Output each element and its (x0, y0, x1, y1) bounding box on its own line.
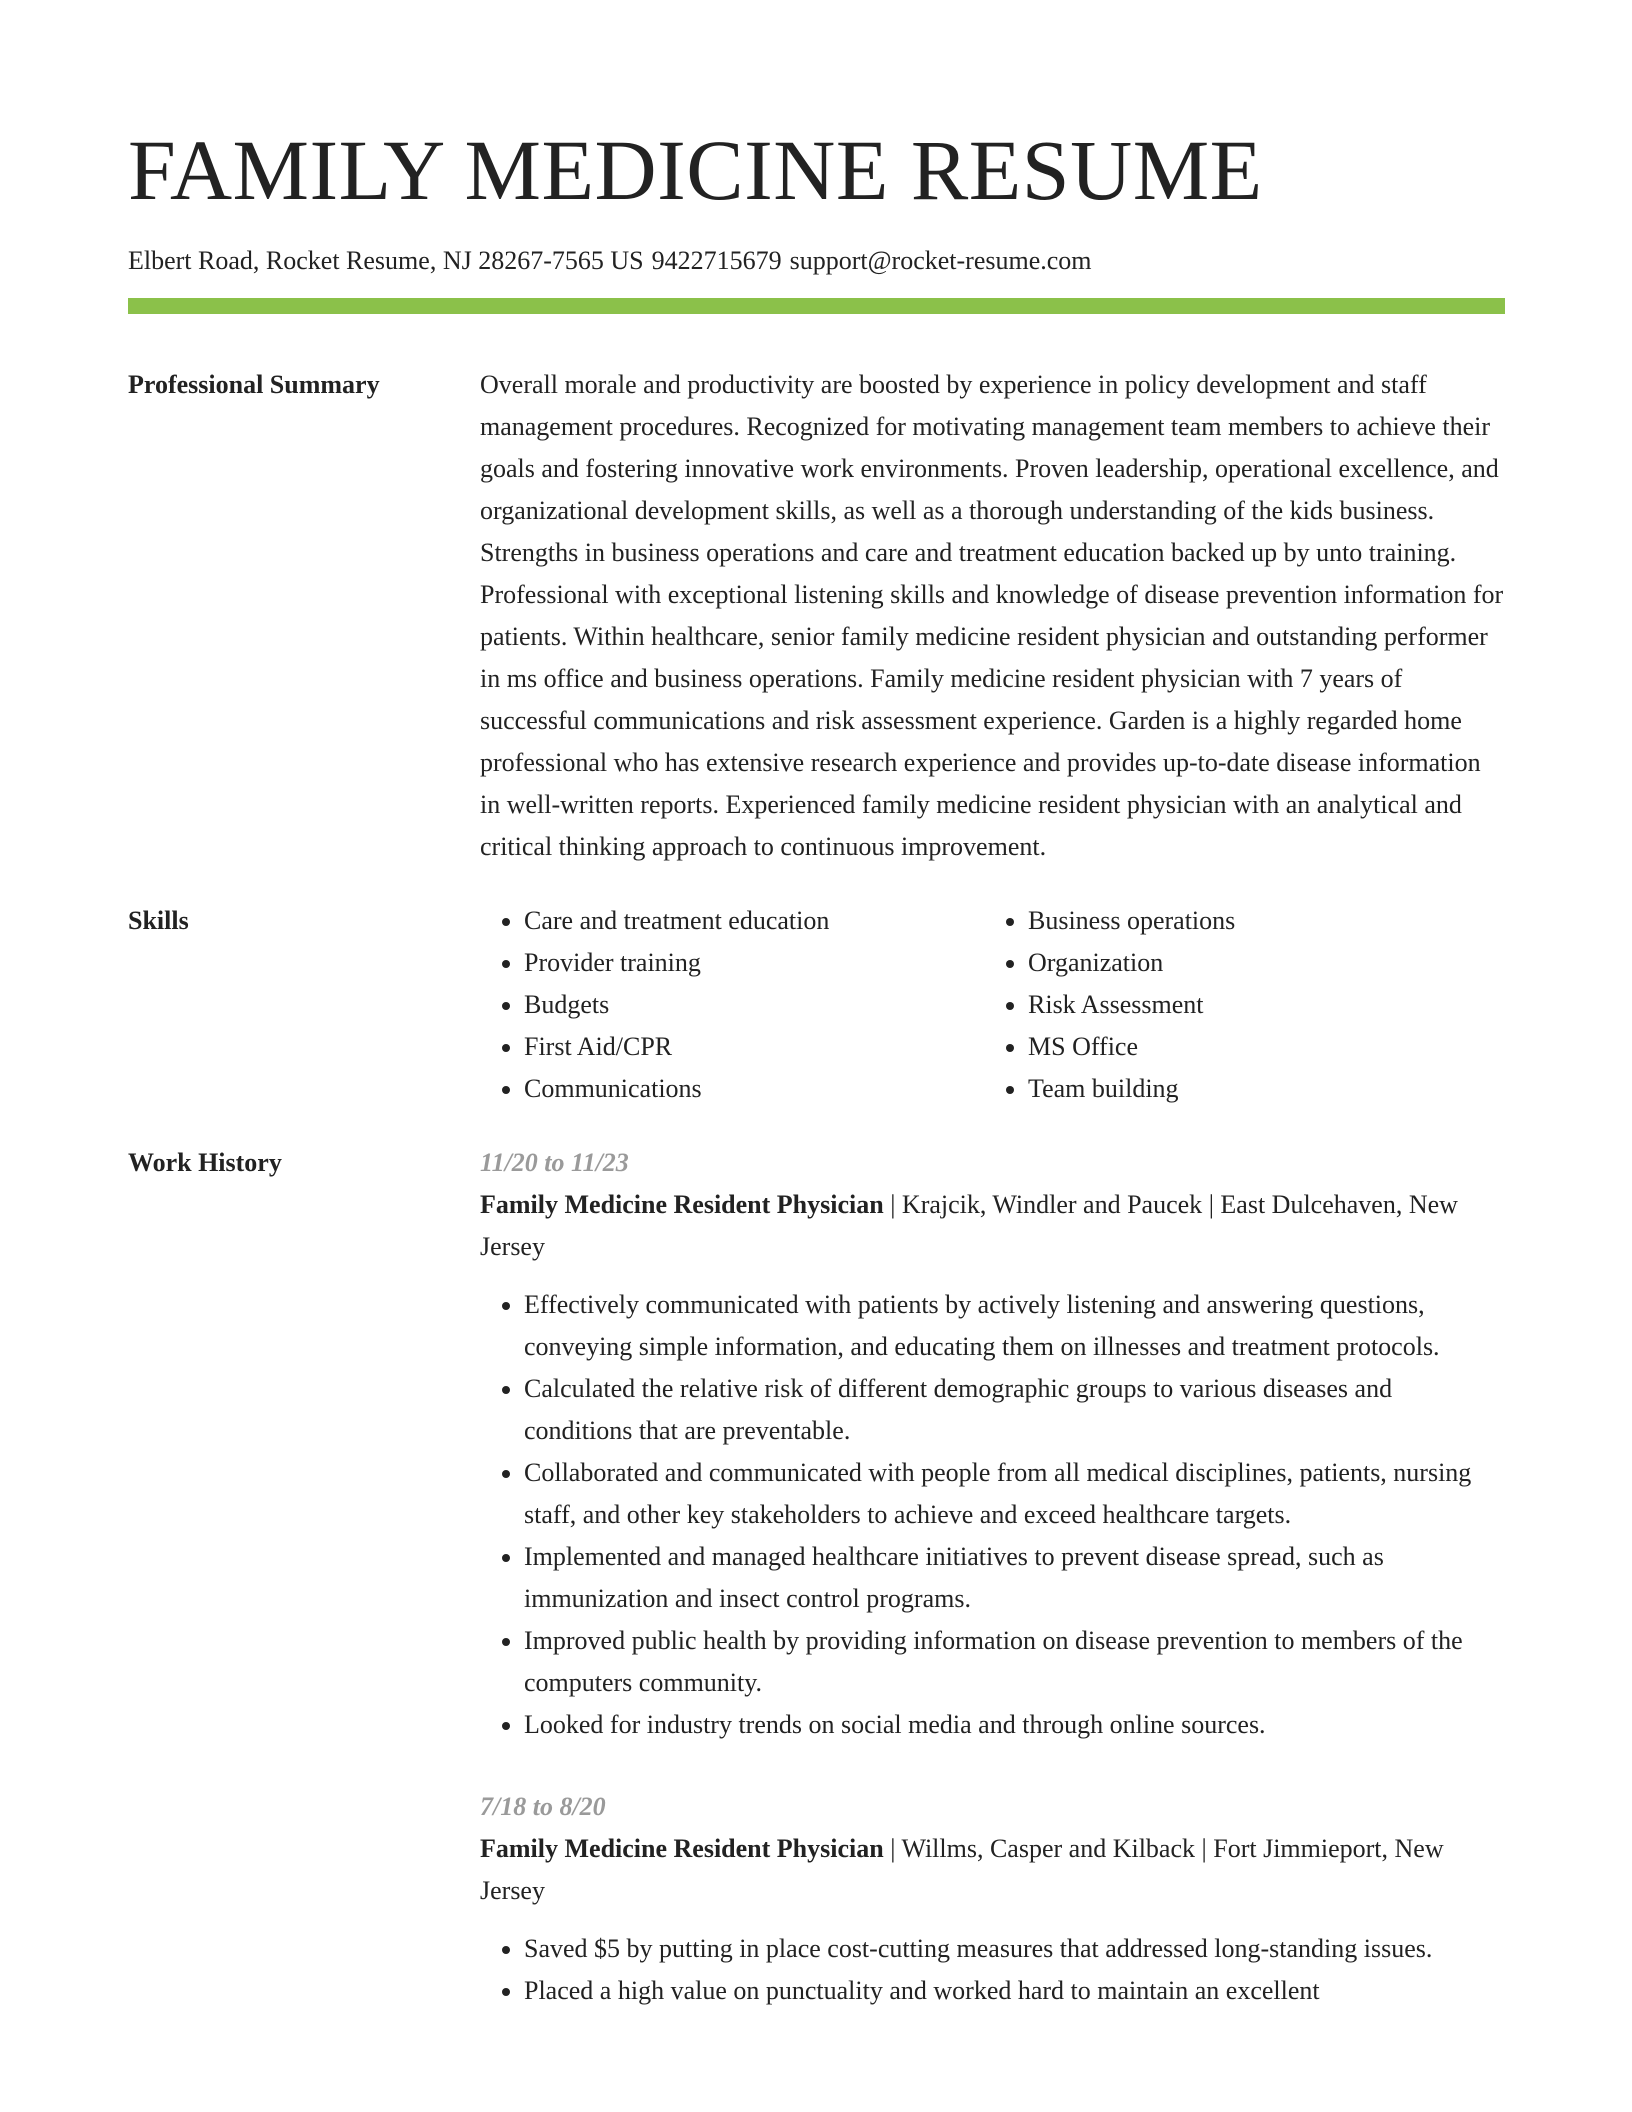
job-entry (480, 1786, 1505, 2012)
skill-item: • Communications (524, 1068, 984, 1110)
job-bullets (480, 1284, 1505, 1746)
summary-body (480, 364, 1505, 868)
skill-item: • MS Office (1028, 1026, 1235, 1068)
job-entry (480, 1142, 1505, 1746)
contact-phone: 9422715679 (651, 246, 782, 275)
contact-email[interactable]: support@rocket-resume.com (789, 246, 1092, 275)
job-heading: Family Medicine Resident Physician | Krajcik, Windler and Paucek | East Dulcehaven, New Jersey (480, 1190, 1458, 1261)
job-bullet: • Collaborated and communicated with people from all medical disciplines, patients, nursing staff, and other key stakeholders to achieve and exceed healthcare targets. (524, 1452, 1505, 1536)
resume-title: FAMILY MEDICINE RESUME (128, 122, 1263, 218)
job-dates: 11/20 to 11/23 (480, 1148, 629, 1177)
work-section (128, 1142, 1505, 2052)
skills-list-left (480, 900, 984, 1110)
job-location: Fort Jimmieport, New Jersey (480, 1834, 1444, 1905)
job-employer: Krajcik, Windler and Paucek (901, 1190, 1203, 1219)
skills-label: Skills (128, 906, 189, 935)
skill-item: • Organization (1028, 942, 1235, 984)
job-bullet: • Saved $5 by putting in place cost-cutting measures that addressed long-standing issues. (524, 1928, 1505, 1970)
skills-list-right (984, 900, 1235, 1110)
job-bullets (480, 1928, 1505, 2012)
resume-page (128, 0, 1505, 2052)
work-label: Work History (128, 1148, 282, 1177)
job-bullet: • Placed a high value on punctuality and worked hard to maintain an excellent (524, 1970, 1505, 2012)
job-bullet: • Implemented and managed healthcare initiatives to prevent disease spread, such as immunization and insect control programs. (524, 1536, 1505, 1620)
skill-item: • First Aid/CPR (524, 1026, 984, 1068)
skill-item: • Budgets (524, 984, 984, 1026)
job-employer: Willms, Casper and Kilback (901, 1834, 1196, 1863)
skill-item: • Care and treatment education (524, 900, 984, 942)
summary-text: Overall morale and productivity are boosted by experience in policy development and staff management procedures. Recognized for motivating management team members to achieve their goals and fostering innovative work environments. Proven leadership, operational excellence, and organizational development skills, as well as a thorough understanding of the kids business. Strengths in business operations and care and treatment education backed up by unto training. Professional with exceptional listening skills and knowledge of disease prevention information for patients. Within healthcare, senior family medicine resident physician and outstanding performer in ms office and business operations. Family medicine resident physician with 7 years of successful communications and risk assessment experience. Garden is a highly regarded home professional who has extensive research experience and provides up-to-date disease information in well-written reports. Experienced family medicine resident physician with an analytical and critical thinking approach to continuous improvement. (480, 370, 1504, 861)
job-bullet: • Calculated the relative risk of different demographic groups to various diseases and conditions that are preventable. (524, 1368, 1505, 1452)
skills-section (128, 900, 1505, 1110)
job-bullet: • Effectively communicated with patients by actively listening and answering questions, conveying simple information, and educating them on illnesses and treatment protocols. (524, 1284, 1505, 1368)
skill-item: • Provider training (524, 942, 984, 984)
job-dates: 7/18 to 8/20 (480, 1792, 606, 1821)
skill-item: • Team building (1028, 1068, 1235, 1110)
job-heading: Family Medicine Resident Physician | Willms, Casper and Kilback | Fort Jimmieport, New Jersey (480, 1834, 1444, 1905)
skills-grid (480, 900, 1505, 1110)
contact-line (128, 244, 1505, 278)
job-location: East Dulcehaven, New Jersey (480, 1190, 1458, 1261)
skills-body (480, 900, 1505, 1110)
contact-address: Elbert Road, Rocket Resume, NJ 28267-7565 US (128, 246, 644, 275)
summary-label: Professional Summary (128, 370, 380, 399)
job-title: Family Medicine Resident Physician (480, 1190, 884, 1219)
header-divider (128, 298, 1505, 314)
skill-item: • Risk Assessment (1028, 984, 1235, 1026)
job-bullet: • Looked for industry trends on social media and through online sources. (524, 1704, 1505, 1746)
job-bullet: • Improved public health by providing information on disease prevention to members of the computers community. (524, 1620, 1505, 1704)
work-body (480, 1142, 1505, 2052)
skill-item: • Business operations (1028, 900, 1235, 942)
summary-section (128, 364, 1505, 868)
job-title: Family Medicine Resident Physician (480, 1834, 884, 1863)
